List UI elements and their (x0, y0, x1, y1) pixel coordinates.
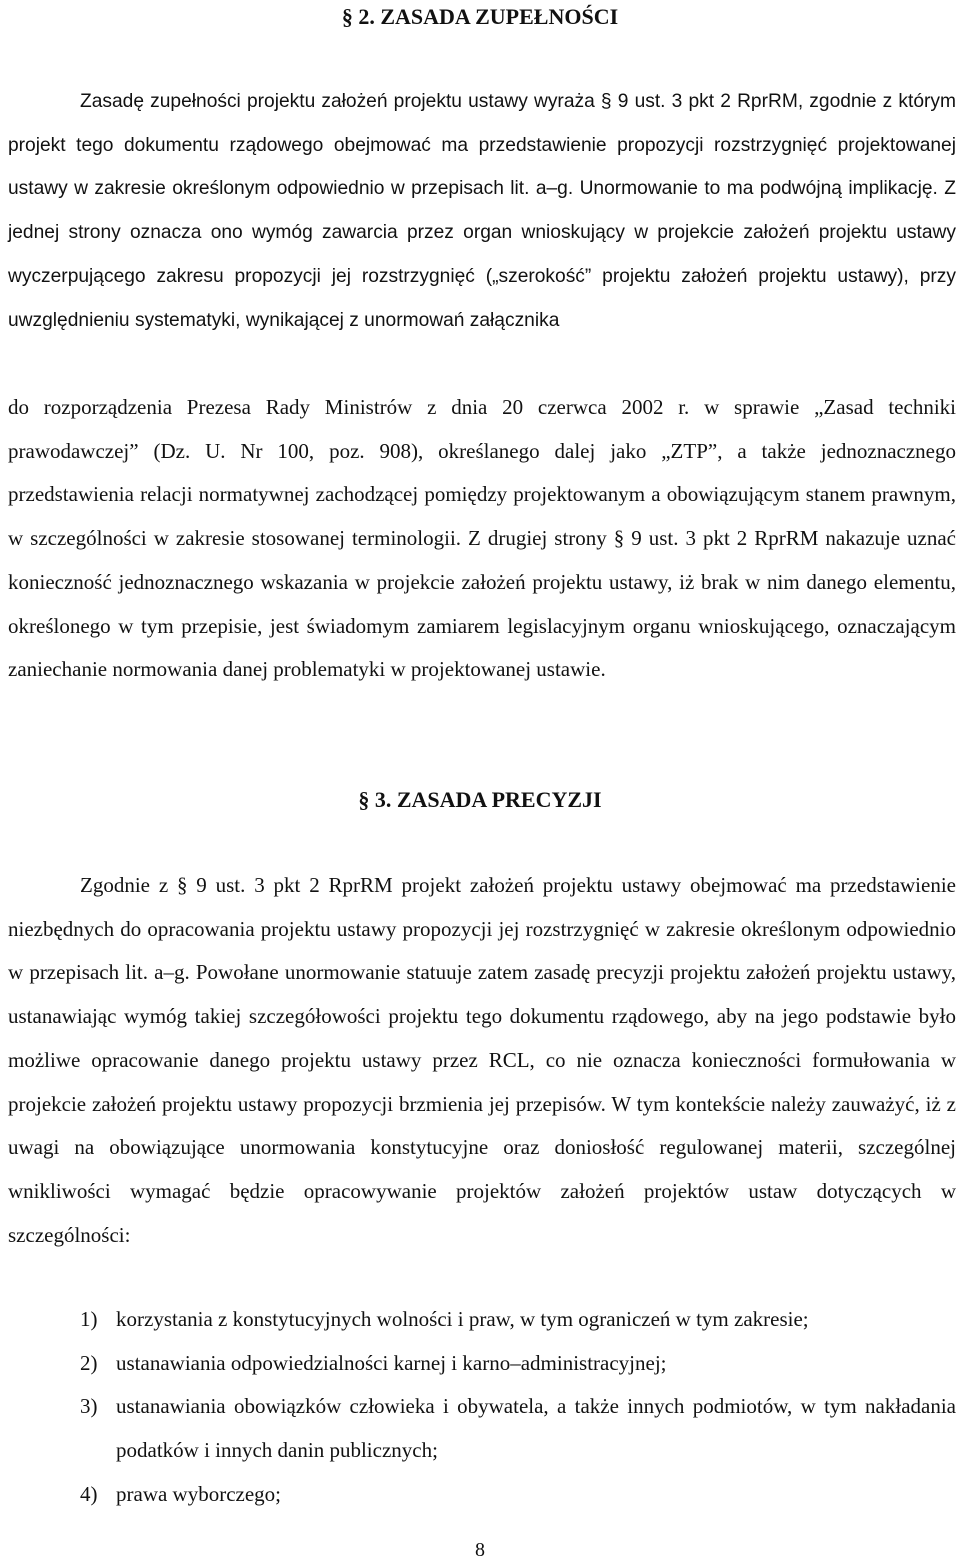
list-item (8, 1473, 956, 1517)
list-item-text: ustanawiania obowiązków człowieka i obywatela, a także innych podmiotów, w tym nakładania podatków i innych danin publicznych; (116, 1394, 956, 1463)
list-item-number: 4) (80, 1481, 98, 1506)
list-item-text: korzystania z konstytucyjnych wolności i praw, w tym ograniczeń w tym zakresie; (116, 1307, 809, 1331)
list-item-text: ustanawiania odpowiedzialności karnej i karno–administracyjnej; (116, 1350, 667, 1375)
section-3-heading: § 3. ZASADA PRECYZJI (358, 787, 602, 812)
section-2-paragraph-part-1: Zasadę zupełności projektu założeń projektu ustawy wyraża § 9 ust. 3 pkt 2 RprRM, zgodnie z którym projekt tego dokumentu rządowego obejmować ma przedstawienie propozycji rozstrzygnięć projektowanej ustawy w zakresie określonym odpowiednio w przepisach lit. a–g. Unormowanie to ma podwójną implikację. Z jednej strony oznacza ono wymóg zawarcia przez organ wnioskujący w projekcie założeń projektu ustawy wyczerpującego zakresu propozycji jej rozstrzygnięć („szerokość” projektu założeń projektu ustawy), przy uwzględnieniu systematyki, wynikającej z unormowań załącznika (8, 91, 956, 331)
list-item-number: 2) (80, 1350, 98, 1375)
list-item (8, 1298, 956, 1342)
list-item-text: prawa wyborczego; (116, 1481, 282, 1506)
section-2-paragraph-part-2: do rozporządzenia Prezesa Rady Ministrów z dnia 20 czerwca 2002 r. w sprawie „Zasad techniki prawodawczej” (Dz. U. Nr 100, poz. 908), określanego dalej jako „ZTP”, a także jednoznacznego przedstawienia relacji normatywnej zachodzącej pomiędzy projektowanym a obowiązującym stanem prawnym, w szczególności w zakresie stosowanej terminologii. Z drugiej strony § 9 ust. 3 pkt 2 RprRM nakazuje uznać konieczność jednoznacznego wskazania w projekcie założeń projektu ustawy, iż brak w nim danego elementu, określonego w tym przepisie, jest świadomym zamiarem legislacyjnym organu wnioskującego, oznaczającym zaniechanie normowania danej problematyki w projektowanej ustawie. (8, 395, 956, 682)
list-item (8, 1385, 956, 1472)
page-number: 8 (475, 1539, 485, 1561)
section-3-list (8, 1298, 956, 1517)
list-item (8, 1342, 956, 1386)
section-2-heading: § 2. ZASADA ZUPEŁNOŚCI (341, 4, 619, 29)
list-item-number: 1) (80, 1307, 98, 1331)
list-item-number: 3) (80, 1394, 98, 1419)
section-3-paragraph: Zgodnie z § 9 ust. 3 pkt 2 RprRM projekt założeń projektu ustawy obejmować ma przedstawienie niezbędnych do opracowania projektu ustawy propozycji jej rozstrzygnięć w zakresie określonym odpowiednio w przepisach lit. a–g. Powołane unormowanie statuuje zatem zasadę precyzji projektu założeń projektu ustawy, ustanawiając wymóg takiej szczegółowości projektu tego dokumentu rządowego, aby na jego podstawie było możliwe opracowanie danego projektu ustawy przez RCL, co nie oznacza konieczności formułowania w projekcie założeń projektu ustawy propozycji brzmienia jej przepisów. W tym kontekście należy zauważyć, iż z uwagi na obowiązujące unormowania konstytucyjne oraz doniosłość regulowanej materii, szczególnej wnikliwości wymagać będzie opracowywanie projektów założeń projektów ustaw dotyczących w szczególności: (8, 873, 956, 1247)
